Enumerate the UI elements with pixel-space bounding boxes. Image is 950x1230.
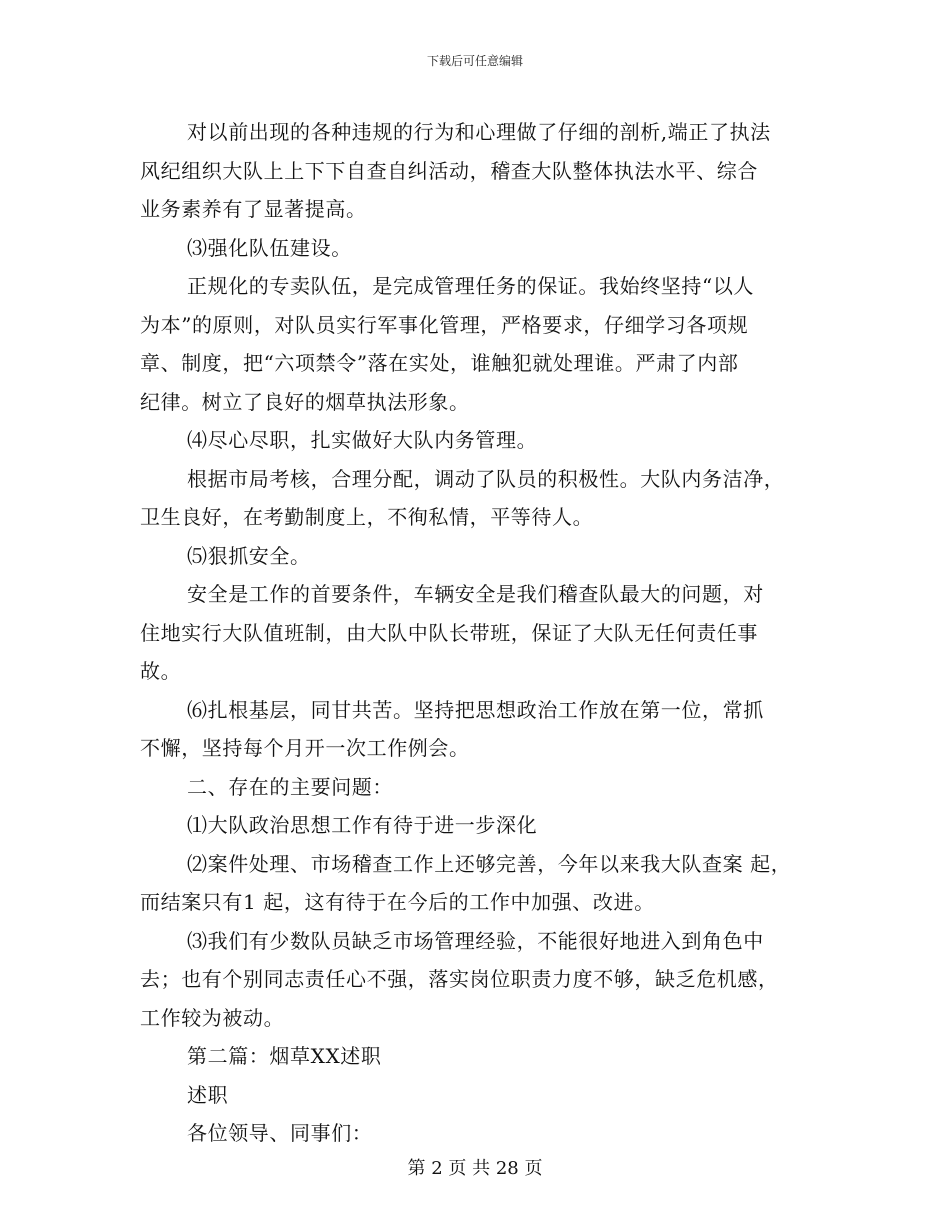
paragraph-line: 卫生良好，在考勤制度上，不徇私情，平等待人。 — [140, 505, 594, 529]
paragraph-line: 第二篇：烟草XX述职 — [187, 1044, 382, 1068]
paragraph-line: 不懈，坚持每个月开一次工作例会。 — [140, 736, 470, 760]
paragraph-line: 工作较为被动。 — [140, 1005, 285, 1030]
paragraph-line: ⑵案件处理、市场稽查工作上还够完善，今年以来我大队查案 起， — [187, 851, 792, 876]
paragraph-line: 纪律。树立了良好的烟草执法形象。 — [140, 389, 470, 414]
paragraph-line: 安全是工作的首要条件，车辆安全是我们稽查队最大的问题，对 — [187, 582, 764, 606]
paragraph-line: ⑶强化队伍建设。 — [187, 235, 352, 260]
paragraph-line: ⑷尽心尽职，扎实做好大队内务管理。 — [187, 428, 538, 452]
paragraph-line: 住地实行大队值班制，由大队中队长带班，保证了大队无任何责任事 — [140, 620, 758, 645]
paragraph-line: 对以前出现的各种违规的行为和心理做了仔细的剖析,端正了执法 — [187, 120, 771, 144]
paragraph-line: ⑸狠抓安全。 — [187, 543, 311, 568]
paragraph-line: 业务素养有了显著提高。 — [140, 197, 367, 221]
paragraph-line: 风纪组织大队上上下下自查自纠活动，稽查大队整体执法水平、综合 — [140, 158, 758, 183]
paragraph-line: 述职 — [187, 1082, 229, 1107]
page-number-footer: 第 2 页 共 28 页 — [407, 1158, 543, 1179]
paragraph-line: 根据市局考核，合理分配，调动了队员的积极性。大队内务洁净， — [187, 466, 785, 491]
paragraph-line: ⑴大队政治思想工作有待于进一步深化 — [187, 813, 538, 837]
paragraph-line: 二、存在的主要问题： — [187, 774, 393, 799]
paragraph-line: 正规化的专卖队伍，是完成管理任务的保证。我始终坚持“以人 — [187, 274, 755, 298]
paragraph-line: 而结案只有1 起，这有待于在今后的工作中加强、改进。 — [140, 890, 655, 914]
paragraph-line: 故。 — [140, 659, 182, 683]
paragraph-line: ⑶我们有少数队员缺乏市场管理经验，不能很好地进入到角色中 — [187, 928, 764, 953]
document-body — [140, 113, 820, 1153]
paragraph-line: 各位领导、同事们： — [187, 1121, 373, 1145]
paragraph-line: ⑹扎根基层，同甘共苦。坚持把思想政治工作放在第一位，常抓 — [187, 697, 764, 722]
paragraph-line: 为本”的原则，对队员实行军事化管理，严格要求，仔细学习各项规 — [140, 312, 749, 337]
page-header: 下载后可任意编辑 — [426, 54, 523, 68]
paragraph-line: 章、制度，把“六项禁令”落在实处，谁触犯就处理谁。严肃了内部 — [140, 351, 739, 375]
paragraph-line: 去；也有个别同志责任心不强，落实岗位职责力度不够，缺乏危机感， — [140, 967, 779, 991]
